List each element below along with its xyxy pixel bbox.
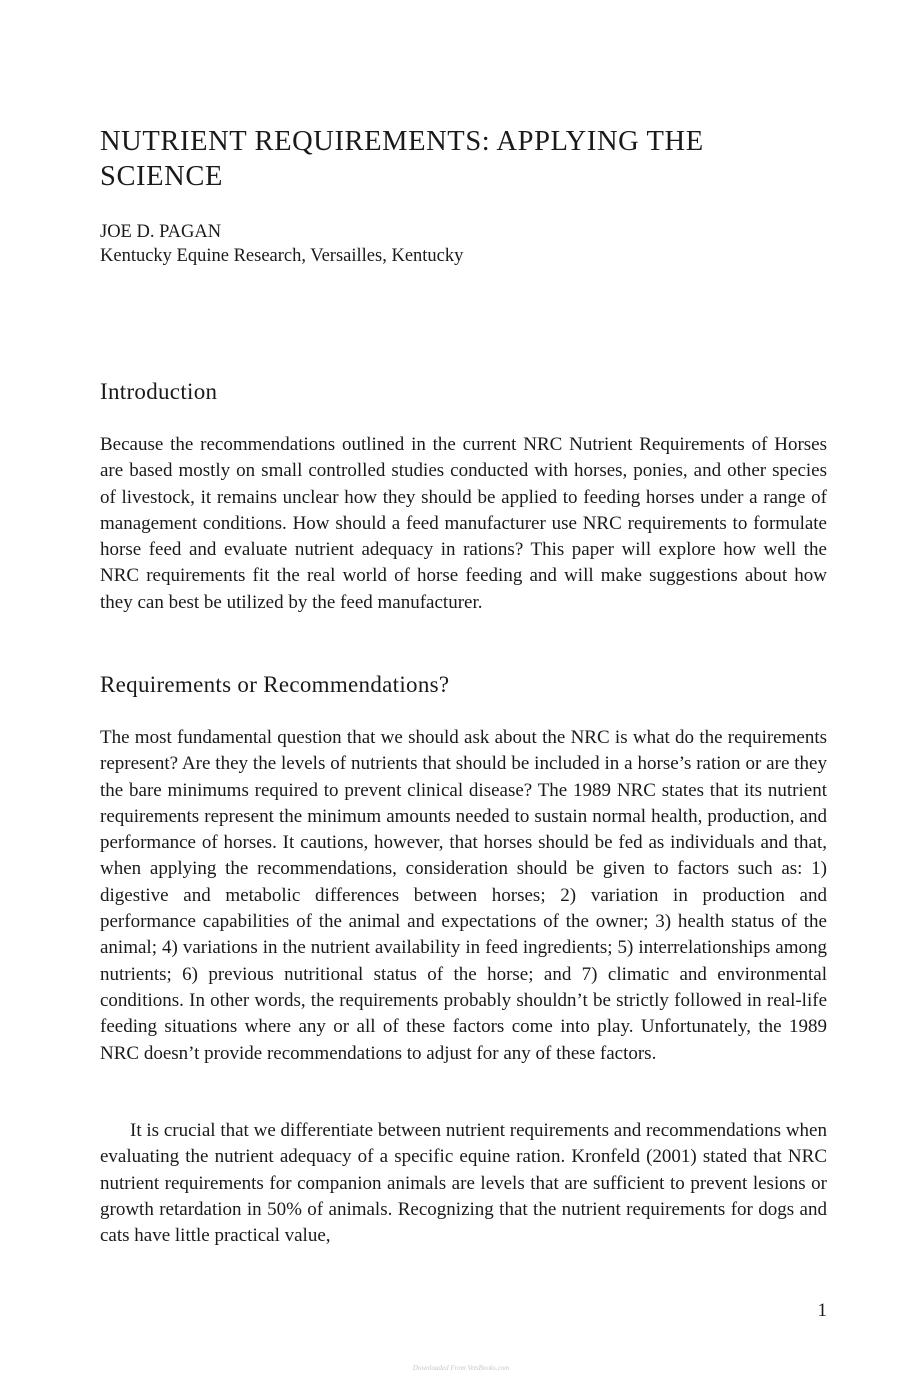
author-affiliation: Kentucky Equine Research, Versailles, Kentucky [100,246,464,266]
requirements-paragraph-2: It is crucial that we differentiate between nutrient requirements and recommendations when evaluating the nutrient adequacy of a specific equine ration. Kronfeld (2001) stated that NRC nutrient requirements for companion animals are levels that are sufficient to prevent lesions or growth retardation in 50% of animals. Recognizing that the nutrient requirements for dogs and cats have little practical value, [100,1120,827,1247]
requirements-paragraph-1: The most fundamental question that we should ask about the NRC is what do the requirements represent? Are they the levels of nutrients that should be included in a horse’s ration or are they the bare minimums required to prevent clinical disease? The 1989 NRC states that its nutrient requirements represent the minimum amounts needed to sustain normal health, production, and performance of horses. It cautions, however, that horses should be fed as individuals and that, when applying the recommendations, consideration should be given to factors such as: 1) digestive and metabolic differences between horses; 2) variation in production and performance capabilities of the animal and expectations of the owner; 3) health status of the animal; 4) variations in the nutrient availability in feed ingredients; 5) interrelationships among nutrients; 6) previous nutritional status of the horse; and 7) climatic and environmental conditions. In other words, the requirements probably shouldn’t be strictly followed in real-life feeding situations where any or all of these factors come into play. Unfortunately, the 1989 NRC doesn’t provide recommendations to adjust for any of these factors. [100,727,827,1064]
download-watermark: Downloaded From VetsBooks.com [412,1364,510,1372]
author-name: JOE D. PAGAN [100,222,222,242]
section-heading-requirements: Requirements or Recommendations? [100,672,450,697]
paper-title: NUTRIENT REQUIREMENTS: APPLYING THE SCIENCE [100,126,704,192]
section-heading-introduction: Introduction [100,379,218,404]
page-number: 1 [817,1300,827,1321]
introduction-paragraph: Because the recommendations outlined in the current NRC Nutrient Requirements of Horses are based mostly on small controlled studies conducted with horses, ponies, and other species of livestock, it remains unclear how they should be applied to feeding horses under a range of management conditions. How should a feed manufacturer use NRC requirements to formulate horse feed and evaluate nutrient adequacy in rations? This paper will explore how well the NRC requirements fit the real world of horse feeding and will make suggestions about how they can best be utilized by the feed manufacturer. [100,434,827,613]
